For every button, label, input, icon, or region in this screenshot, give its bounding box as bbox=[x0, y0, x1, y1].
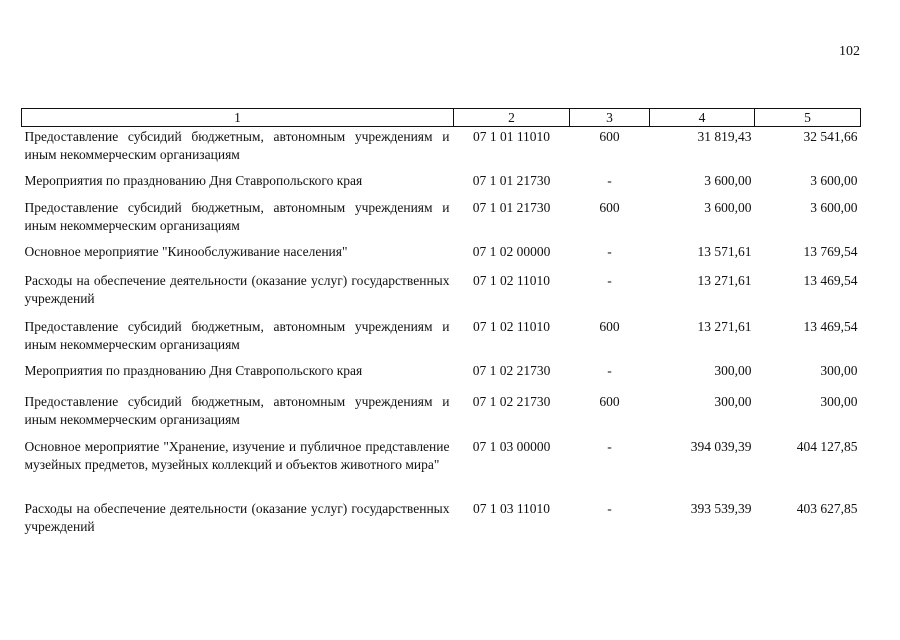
row-type: - bbox=[607, 172, 612, 188]
row-name: Предоставление субсидий бюджетным, автономным учреждениям и иным некоммерческим организациям bbox=[24, 393, 450, 427]
row-name: Предоставление субсидий бюджетным, автономным учреждениям и иным некоммерческим организациям bbox=[24, 129, 450, 162]
row-sum-2: 3 600,00 bbox=[810, 199, 858, 215]
row-name: Основное мероприятие "Хранение, изучение и публичное представление музейных предметов, музейных коллекций и объектов животного мира" bbox=[24, 438, 450, 472]
row-name: Мероприятия по празднованию Дня Ставропольского края bbox=[24, 172, 363, 188]
row-code: 07 1 02 11010 bbox=[472, 272, 551, 288]
row-sum-1: 13 271,61 bbox=[697, 272, 752, 288]
row-type: - bbox=[607, 272, 612, 288]
table-row bbox=[22, 317, 861, 361]
row-sum-1: 300,00 bbox=[714, 362, 752, 378]
page-number: 102 bbox=[839, 44, 860, 59]
row-type: - bbox=[607, 500, 612, 516]
table-row bbox=[22, 361, 861, 392]
row-sum-2: 13 469,54 bbox=[803, 272, 858, 288]
header-col-3: 3 bbox=[570, 109, 650, 127]
row-code: 07 1 03 11010 bbox=[472, 500, 551, 516]
header-col-4: 4 bbox=[650, 109, 755, 127]
table-row bbox=[22, 171, 861, 198]
header-col-1: 1 bbox=[22, 109, 454, 127]
row-sum-2: 3 600,00 bbox=[810, 172, 858, 188]
row-sum-1: 394 039,39 bbox=[690, 438, 752, 454]
row-sum-1: 300,00 bbox=[714, 393, 752, 409]
row-code: 07 1 02 21730 bbox=[472, 362, 551, 378]
row-sum-1: 393 539,39 bbox=[690, 500, 752, 516]
table-row bbox=[22, 271, 861, 317]
table-row bbox=[22, 127, 861, 171]
row-code: 07 1 03 00000 bbox=[472, 438, 551, 454]
table-row bbox=[22, 198, 861, 242]
row-type: - bbox=[607, 243, 612, 259]
row-code: 07 1 02 11010 bbox=[472, 318, 551, 334]
table-row bbox=[22, 242, 861, 271]
row-name: Расходы на обеспечение деятельности (оказание услуг) государственных учреждений bbox=[24, 272, 450, 306]
row-code: 07 1 02 00000 bbox=[472, 243, 551, 259]
row-code: 07 1 01 11010 bbox=[472, 129, 551, 144]
row-sum-1: 3 600,00 bbox=[704, 172, 752, 188]
row-name: Предоставление субсидий бюджетным, автономным учреждениям и иным некоммерческим организациям bbox=[24, 318, 450, 352]
header-col-2: 2 bbox=[454, 109, 570, 127]
row-sum-1: 13 271,61 bbox=[697, 318, 752, 334]
row-sum-1: 13 571,61 bbox=[697, 243, 752, 259]
row-name: Основное мероприятие "Кинообслуживание населения" bbox=[24, 243, 348, 259]
row-sum-2: 32 541,66 bbox=[803, 129, 858, 144]
row-type: - bbox=[607, 362, 612, 378]
row-code: 07 1 01 21730 bbox=[472, 172, 551, 188]
row-sum-2: 300,00 bbox=[820, 362, 858, 378]
row-type: 600 bbox=[599, 318, 620, 334]
table-row bbox=[22, 499, 861, 539]
row-type: 600 bbox=[599, 129, 620, 144]
row-sum-1: 3 600,00 bbox=[704, 199, 752, 215]
row-sum-2: 13 469,54 bbox=[803, 318, 858, 334]
row-name: Предоставление субсидий бюджетным, автономным учреждениям и иным некоммерческим организациям bbox=[24, 199, 450, 233]
row-sum-2: 300,00 bbox=[820, 393, 858, 409]
budget-table bbox=[21, 108, 861, 539]
row-name: Мероприятия по празднованию Дня Ставропольского края bbox=[24, 362, 363, 378]
header-col-5: 5 bbox=[755, 109, 861, 127]
row-type: - bbox=[607, 438, 612, 454]
row-type: 600 bbox=[599, 199, 620, 215]
row-code: 07 1 02 21730 bbox=[472, 393, 551, 409]
row-name: Расходы на обеспечение деятельности (оказание услуг) государственных учреждений bbox=[24, 500, 450, 534]
row-sum-2: 404 127,85 bbox=[796, 438, 858, 454]
row-code: 07 1 01 21730 bbox=[472, 199, 551, 215]
row-sum-1: 31 819,43 bbox=[697, 129, 752, 144]
table-row bbox=[22, 392, 861, 437]
row-sum-2: 13 769,54 bbox=[803, 243, 858, 259]
row-type: 600 bbox=[599, 393, 620, 409]
table-header bbox=[22, 109, 861, 127]
table-row bbox=[22, 437, 861, 499]
row-sum-2: 403 627,85 bbox=[796, 500, 858, 516]
